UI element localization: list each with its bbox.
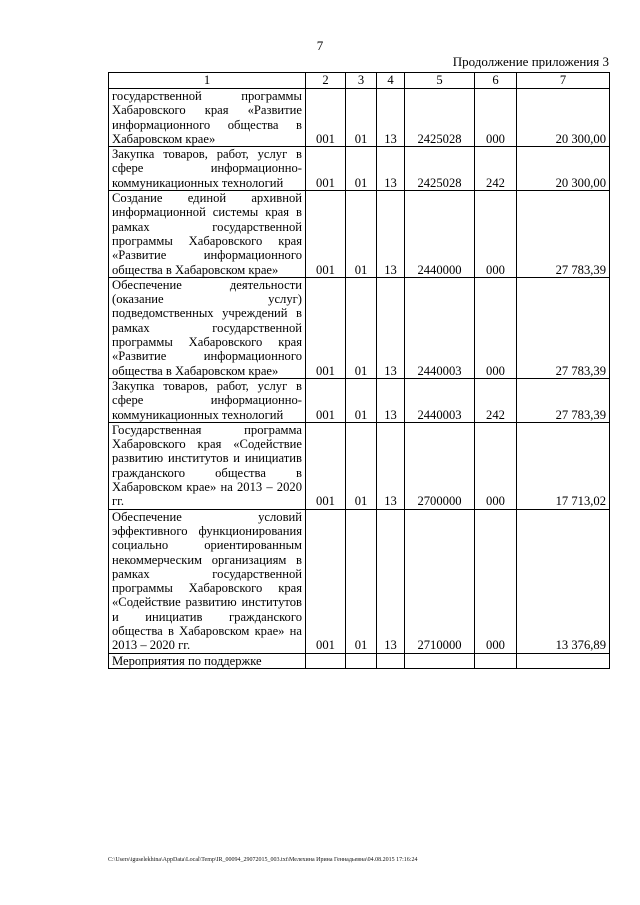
table-row	[109, 509, 610, 653]
row-description: Обеспечение деятельности (оказание услуг) подведомственных учреждений в рамках государственной программы Хабаровского края «Развитие информационного общества в Хабаровском крае»	[109, 277, 306, 378]
continuation-label: Продолжение приложения 3	[452, 54, 609, 69]
expense-type-code: 000	[475, 277, 517, 378]
target-article-code: 2710000	[405, 509, 475, 653]
target-article-code: 2440003	[405, 378, 475, 422]
header-cell: 7	[517, 73, 610, 89]
subsection-code	[377, 653, 405, 668]
amount: 17 713,02	[517, 422, 610, 509]
row-description: Создание единой архивной информационной системы края в рамках государственной программы Хабаровского края «Развитие информационного общества в Хабаровском крае»	[109, 191, 306, 278]
subsection-code: 13	[377, 89, 405, 147]
row-description: государственной программы Хабаровского края «Развитие информационного общества в Хабаровском крае»	[109, 89, 306, 147]
subsection-code: 13	[377, 422, 405, 509]
table-header-row	[109, 73, 610, 89]
table-row	[109, 653, 610, 668]
expense-type-code: 000	[475, 422, 517, 509]
amount	[517, 653, 610, 668]
target-article-code: 2425028	[405, 147, 475, 191]
ministry-code: 001	[306, 147, 346, 191]
section-code: 01	[346, 277, 377, 378]
table-row	[109, 89, 610, 147]
section-code: 01	[346, 147, 377, 191]
table-row	[109, 378, 610, 422]
expense-type-code: 242	[475, 147, 517, 191]
target-article-code: 2440000	[405, 191, 475, 278]
subsection-code: 13	[377, 147, 405, 191]
subsection-code: 13	[377, 191, 405, 278]
section-code: 01	[346, 89, 377, 147]
table-row	[109, 277, 610, 378]
expense-type-code: 000	[475, 191, 517, 278]
row-description: Государственная программа Хабаровского края «Содействие развитию институтов и инициатив гражданского общества в Хабаровском крае» на 2013 – 2020 гг.	[109, 422, 306, 509]
ministry-code: 001	[306, 378, 346, 422]
amount: 27 783,39	[517, 378, 610, 422]
row-description: Обеспечение условий эффективного функционирования социально ориентированным некоммерческим организациям в рамках государственной программы Хабаровского края «Содействие развитию институтов и инициатив гражданского общества в Хабаровском крае» на 2013 – 2020 гг.	[109, 509, 306, 653]
expense-type-code: 000	[475, 509, 517, 653]
amount: 27 783,39	[517, 191, 610, 278]
header-cell: 6	[475, 73, 517, 89]
page-number: 7	[316, 38, 324, 53]
budget-table	[108, 72, 610, 669]
section-code: 01	[346, 378, 377, 422]
table-row	[109, 147, 610, 191]
ministry-code: 001	[306, 89, 346, 147]
table-row	[109, 191, 610, 278]
row-description: Закупка товаров, работ, услуг в сфере информационно-коммуникационных технологий	[109, 378, 306, 422]
header-cell: 5	[405, 73, 475, 89]
target-article-code: 2700000	[405, 422, 475, 509]
ministry-code: 001	[306, 509, 346, 653]
ministry-code	[306, 653, 346, 668]
section-code: 01	[346, 422, 377, 509]
target-article-code: 2440003	[405, 277, 475, 378]
header-cell: 4	[377, 73, 405, 89]
subsection-code: 13	[377, 509, 405, 653]
ministry-code: 001	[306, 277, 346, 378]
header-cell: 2	[306, 73, 346, 89]
amount: 13 376,89	[517, 509, 610, 653]
subsection-code: 13	[377, 378, 405, 422]
target-article-code: 2425028	[405, 89, 475, 147]
subsection-code: 13	[377, 277, 405, 378]
section-code	[346, 653, 377, 668]
amount: 27 783,39	[517, 277, 610, 378]
expense-type-code: 242	[475, 378, 517, 422]
ministry-code: 001	[306, 191, 346, 278]
target-article-code	[405, 653, 475, 668]
amount: 20 300,00	[517, 147, 610, 191]
ministry-code: 001	[306, 422, 346, 509]
table-row	[109, 422, 610, 509]
section-code: 01	[346, 509, 377, 653]
footer-file-path: C:\Users\iguselekhina\AppData\Local\Temp\IR_00094_29072015_003.txt\Мелехина Ирина Геннадьевна\04.08.2015 17:16:24	[108, 857, 418, 863]
amount: 20 300,00	[517, 89, 610, 147]
expense-type-code: 000	[475, 89, 517, 147]
header-cell: 1	[109, 73, 306, 89]
row-description: Закупка товаров, работ, услуг в сфере информационно-коммуникационных технологий	[109, 147, 306, 191]
header-cell: 3	[346, 73, 377, 89]
expense-type-code	[475, 653, 517, 668]
section-code: 01	[346, 191, 377, 278]
row-description: Мероприятия по поддержке	[109, 653, 306, 668]
